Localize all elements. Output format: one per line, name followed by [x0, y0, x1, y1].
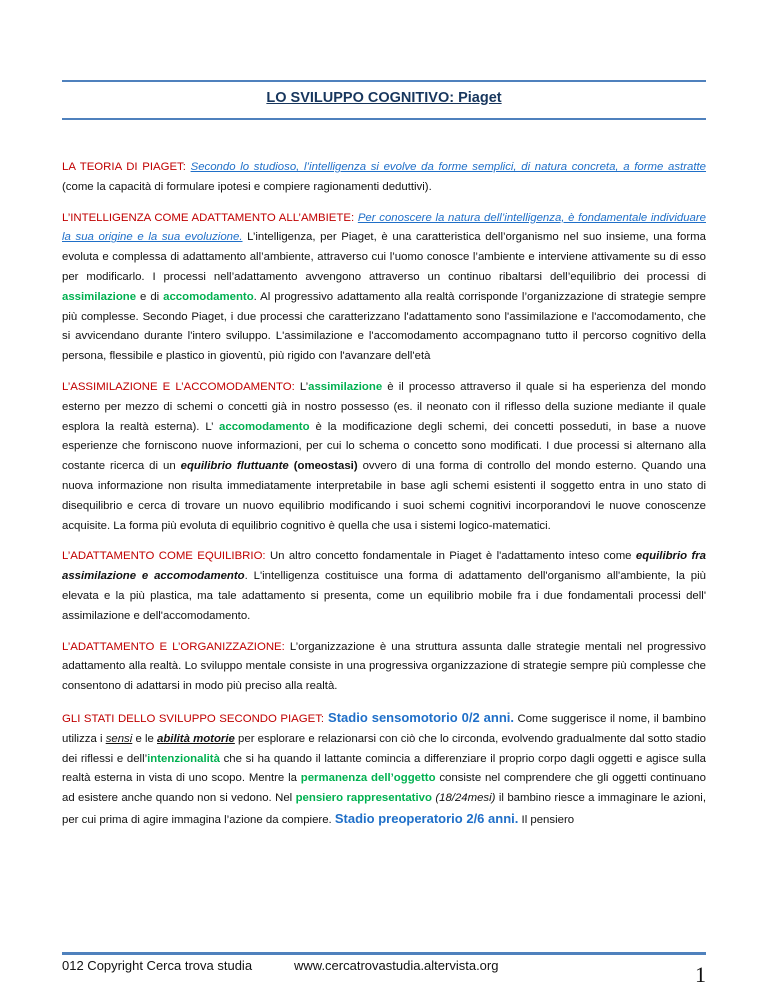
section-heading: GLI STATI DELLO SVILUPPO SECONDO PIAGET:	[62, 712, 325, 725]
keyword: assimilazione	[308, 380, 383, 393]
emphasis: (omeostasi)	[288, 460, 358, 473]
section-heading: L’ADATTAMENTO E L’ORGANIZZAZIONE:	[62, 640, 285, 653]
emphasis: abilità motorie	[157, 732, 235, 745]
paragraph-text: ovvero di una forma di controllo del mondo esterno. Quando una nuova informazione non risulta immediatamente interpretabile in base agli schemi esistenti il soggetto entra in uno stato di disequilibrio e cerca di trovare un nuovo equilibrio modificando i suoi schemi cognitivi incorporandovi le nuove conoscenze acquisite. La forma più evoluta di equilibrio cognitivo è quella che usa i sistemi logico-matematici.	[62, 460, 707, 532]
emphasis: equilibrio fluttuante	[180, 460, 289, 473]
paragraph-text: il bambino riesce a immaginare le azioni, per cui prima di agire immagina l’azione da compiere.	[62, 792, 706, 826]
stage-title: Stadio sensomotorio 0/2 anni.	[324, 709, 514, 725]
paragraph-text: (come la capacità di formulare ipotesi e compiere ragionamenti deduttivi).	[62, 180, 432, 193]
paragraph-text: L’organizzazione è una struttura assunta dalle strategie mentali nel progressivo adattamento alla realtà. Lo sviluppo mentale consiste in una progressiva organizzazione di strategie sempre più complesse che consentono di adattarsi in modo più preciso alla realtà.	[62, 640, 706, 693]
section-heading: L’ASSIMILAZIONE E L’ACCOMODAMENTO:	[62, 380, 295, 393]
paragraph-text: e le	[132, 732, 157, 745]
footer-url[interactable]: www.cercatrovastudia.altervista.org	[294, 958, 499, 973]
keyword: assimilazione	[62, 290, 137, 303]
page-number: 1	[695, 962, 706, 987]
paragraph-text: L’intelligenza, per Piaget, è una caratteristica dell’organismo nel suo insieme, una forma evoluta e complessa di adattamento all’ambiente, attraverso cui l’uomo conosce l’ambiente e interviene attivamente su di esso per modificarlo. I processi nell’adattamento avvengono attraverso un continuo ribaltarsi dell’equilibrio dei processi di	[62, 231, 707, 283]
emphasis: sensi	[105, 732, 133, 745]
section-heading: L’INTELLIGENZA COME ADATTAMENTO ALL’AMBIETE:	[62, 211, 355, 224]
paragraph-text: Un altro concetto fondamentale in Piaget è l'adattamento inteso come	[265, 550, 636, 563]
header-rule-bottom	[62, 118, 706, 120]
paragraph-text: per esplorare e relazionarsi con ciò che lo circonda, evolvendo gradualmente dal sotto stadio dei riflessi e dell’	[62, 732, 706, 765]
section-heading: L’ADATTAMENTO COME EQUILIBRIO:	[62, 550, 266, 563]
paragraph-assimilazione	[62, 378, 706, 536]
paragraph-text: Come suggerisce il nome, il bambino utilizza i	[62, 712, 706, 745]
paragraph-text: L’	[294, 380, 309, 393]
paragraph-text: che si ha quando il lattante comincia a differenziare il proprio corpo dagli oggetti e agisce sulla realtà esterna in vista di uno scopo. Mentre la	[62, 752, 706, 785]
keyword: permanenza dell’oggetto	[300, 772, 436, 785]
keyword: intenzionalità	[147, 752, 220, 765]
highlight-link[interactable]: Secondo lo studioso, l’intelligenza si evolve da forme semplici, di natura concreta, a forme astratte	[190, 161, 707, 173]
page-title: LO SVILUPPO COGNITIVO: Piaget	[266, 90, 502, 106]
emphasis: equilibrio fra assimilazione e accomodamento	[62, 550, 707, 583]
paragraph-text: . L'intelligenza costituisce una forma di adattamento dell'organismo all'ambiente, la più elevata e la più plastica, ma tale adattamento si presenta, come un equilibrio mobile fra i due fondamentali processi dell' assimilazione e dell'accomodamento.	[62, 570, 706, 622]
highlight-link[interactable]: Per conoscere la natura dell’intelligenza, è fondamentale individuare la sua origine e la sua evoluzione.	[62, 211, 706, 244]
stage-title: Stadio preoperatorio 2/6 anni.	[334, 810, 519, 826]
paragraph-text: e di	[136, 290, 164, 303]
section-heading: LA TEORIA DI PIAGET:	[62, 161, 186, 173]
paragraph-organizzazione	[62, 638, 706, 697]
paragraph-text: è la modificazione degli schemi, dei concetti posseduti, in base a nuove esperienze che forniscono nuove informazioni, per cui lo schema o concetto sono modificati. I due processi si alternano alla costante ricerca di un	[62, 420, 706, 473]
emphasis: (18/24mesi)	[431, 792, 496, 805]
footer-rule	[62, 952, 706, 955]
keyword: accomodamento	[163, 290, 254, 303]
paragraph-intelligenza	[62, 209, 706, 367]
footer-copyright: 012 Copyright Cerca trova studia	[62, 958, 253, 973]
paragraph-equilibrio	[62, 547, 706, 626]
document-body	[62, 158, 706, 842]
paragraph-stadi	[62, 708, 706, 831]
paragraph-text: . Al progressivo adattamento alla realtà corrisponde l’organizzazione di strategie sempre più complesse. Secondo Piaget, i due processi che caratterizzano l'adattamento sono l'assimilazione e l'accomodamento, che si avvicendano durante l'intero sviluppo. L'assimilazione e l'accomodamento accompagnano tutto il percorso cognitivo della persona, flessibile e plastico in gioventù, più rigido con l'avanzare dell'età	[62, 290, 706, 363]
keyword: accomodamento	[219, 420, 310, 433]
paragraph-text: è il processo attraverso il quale si ha esperienza del mondo esterno per mezzo di schemi o concetti già in nostro possesso (es. il neonato con il riflesso della suzione mediante il quale esplora la realtà esterna). L’	[62, 380, 707, 433]
paragraph-text: Il pensiero	[518, 813, 575, 826]
paragraph-teoria	[62, 158, 706, 198]
header-rule-top	[62, 80, 706, 82]
keyword: pensiero rappresentativo	[295, 792, 432, 805]
paragraph-text: consiste nel comprendere che gli oggetti continuano ad esistere anche quando non si vedono. Nel	[62, 772, 706, 805]
